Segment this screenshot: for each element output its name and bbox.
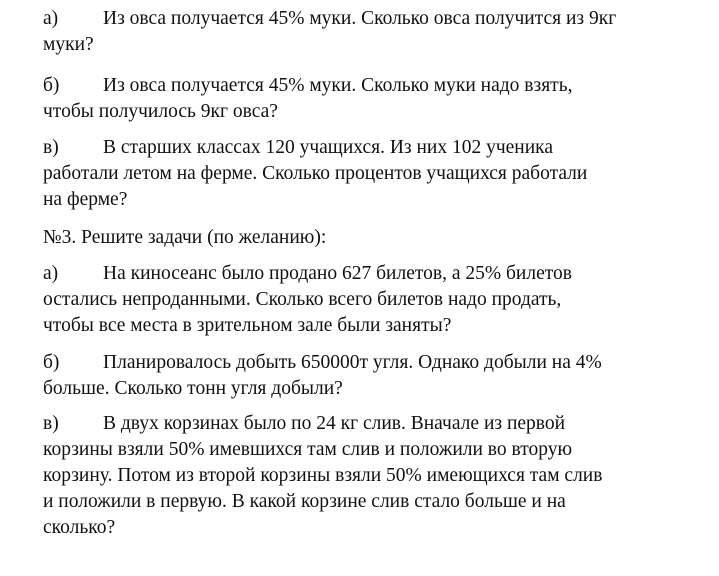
problem-line [43,135,703,161]
section-problem-a [43,261,703,339]
problem-label: б) [43,352,60,373]
problem-line: на ферме? [43,189,128,210]
problem-line: муки? [43,34,94,55]
problem-text: Из овса получается 45% муки. Сколько овса получится из 9кг [103,8,617,29]
section-problem-b [43,350,703,402]
problem-line: остались непроданными. Сколько всего билетов надо продать, [43,289,562,310]
problem-label: а) [43,263,59,284]
problem-line [43,350,703,376]
section-heading [43,225,703,251]
problem-line: корзину. Потом из второй корзины взяли 50% имеющихся там слив [43,465,603,486]
problem-line [43,73,703,99]
problem-line: больше. Сколько тонн угля добыли? [43,378,343,399]
problem-text: В двух корзинах было по 24 кг слив. Вначале из первой [103,413,566,434]
problem-line: чтобы все места в зрительном зале были заняты? [43,315,452,336]
problem-label: б) [43,75,60,96]
problem-text: В старших классах 120 учащихся. Из них 102 ученика [103,137,554,158]
section-heading-text: №3. Решите задачи (по желанию): [43,227,327,248]
problem-label: в) [43,137,59,158]
problem-line [43,6,703,32]
problem-text: Планировалось добыть 650000т угля. Однако добыли на 4% [103,352,602,373]
problem-label: в) [43,413,59,434]
problem-line [43,411,703,437]
problem-v [43,135,703,213]
problem-line: корзины взяли 50% имевшихся там слив и положили во вторую [43,439,573,460]
problem-label: а) [43,8,59,29]
problem-line [43,261,703,287]
problem-line: работали летом на ферме. Сколько процентов учащихся работали [43,163,588,184]
problem-text: Из овса получается 45% муки. Сколько муки надо взять, [103,75,573,96]
problem-line: сколько? [43,517,116,538]
problem-text: На киносеанс было продано 627 билетов, а 25% билетов [103,263,572,284]
section-problem-v [43,411,703,541]
problem-line: чтобы получилось 9кг овса? [43,101,278,122]
problem-b [43,73,703,125]
problem-line: и положили в первую. В какой корзине слив стало больше и на [43,491,566,512]
problem-a [43,6,703,58]
